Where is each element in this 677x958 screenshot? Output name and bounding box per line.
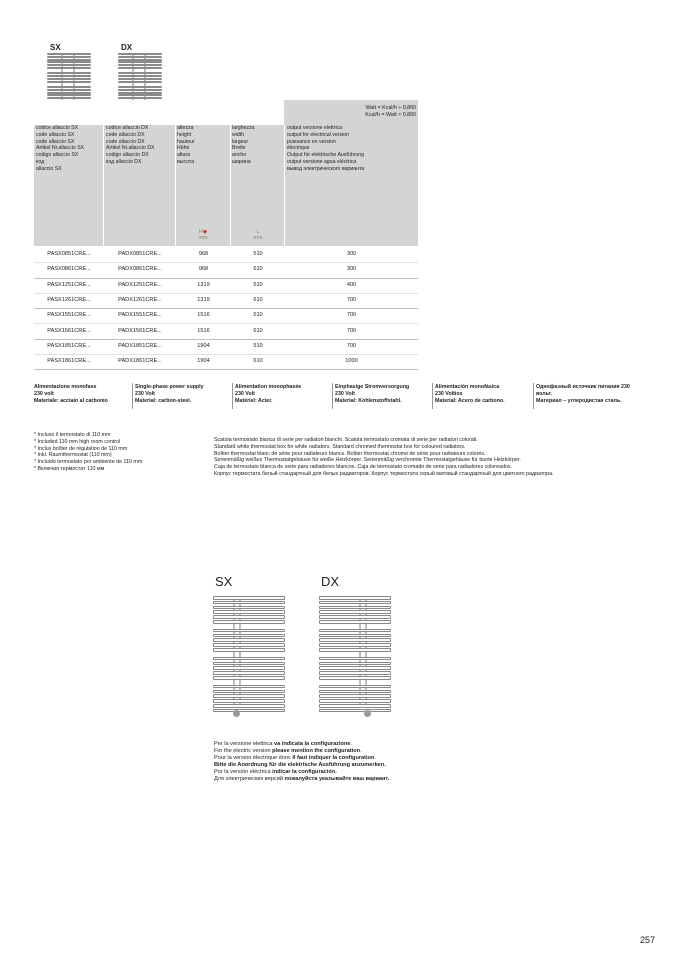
power-info-en: Single-phase power supply 230 Volt Material: carbon-steel.: [135, 384, 204, 404]
radiator-diagram-dx: [319, 596, 391, 708]
cell-width: 510: [253, 312, 263, 319]
cell-output: 1000: [345, 358, 358, 365]
table-row: [34, 278, 418, 294]
cell-sx: PASX1851CRE...: [47, 342, 91, 349]
thermostat-notes: * Incluso il termostato di 110 mm * Included 110 mm high room control * Inclus boîtier de régulation de 110 mm * Inkl. Raumthermostat (110 mm) * Incluido termostato por ambiente de 110 mm * Включая термостат 110 мм: [34, 432, 143, 472]
power-info-it: Alimentazione monofase 230 volt Materiale: acciaio al carbonio: [34, 384, 108, 404]
config-note-line: Por la versión eléctrica indicar la configuración.: [214, 769, 337, 776]
table-row: [34, 247, 418, 263]
cell-height: 1904: [197, 342, 210, 349]
cell-height: 1319: [197, 281, 210, 288]
cell-width: 510: [253, 281, 263, 288]
config-note-line: Для электрических версий пожалуйста указывайте ваш вариант.: [214, 776, 390, 783]
cell-output: 700: [346, 327, 357, 334]
cell-width: 610: [253, 358, 263, 365]
cell-dx: PADX1551CRE...: [118, 312, 162, 319]
table-row: [34, 293, 418, 309]
cell-sx: PASX1861CRE...: [47, 358, 91, 365]
power-info-es: Alimentación monofásica 230 Voltios Material: Acero de carbono.: [435, 384, 505, 404]
diagram-dx-label: DX: [321, 574, 340, 589]
table-header: [34, 100, 418, 246]
table-row: [34, 308, 418, 324]
cell-dx: PADX1861CRE...: [118, 358, 162, 365]
cell-sx: PASX1261CRE...: [47, 296, 91, 303]
cell-width: 610: [253, 327, 263, 334]
thumbnail-sx-label: SX: [50, 43, 61, 52]
heating-element-dx-icon: [364, 710, 371, 717]
height-unit-label: [177, 229, 229, 241]
header-output: output versione elettrica output for electrical version puissance en version électrique Output für elektrische Ausführung output versione agua eléctrica вывод электрического варианта: [287, 125, 365, 172]
header-width: larghezza width largeur Breite ancho ширина: [232, 125, 255, 165]
cell-dx: PADX0851CRE...: [118, 251, 162, 257]
config-note-line: Bitte die Anordnung für die elektrische Ausführung anzumerken.: [214, 762, 386, 769]
cell-sx: PASX0851CRE...: [47, 251, 91, 257]
cell-sx: PASX1251CRE...: [47, 281, 91, 288]
config-note-line: For the electric version please mention the configuration.: [214, 748, 362, 755]
cell-height: 1516: [197, 327, 210, 334]
height-unit: mm: [198, 235, 208, 241]
radiator-diagram-sx: [213, 596, 285, 708]
cell-dx: PADX1851CRE...: [118, 342, 162, 349]
cell-height: 968: [198, 266, 209, 273]
width-unit-label: [232, 229, 284, 241]
cell-output: 700: [346, 296, 357, 303]
table-row: [34, 324, 418, 340]
cell-sx: PASX1561CRE...: [47, 327, 91, 334]
cell-dx: PADX1261CRE...: [118, 296, 162, 303]
header-code-dx: codice allaccio DX code allaccio DX code allaccio DX Artikel Nr.allaccio DX codigo allaccio DX код allaccio DX: [106, 125, 155, 165]
table-row: [34, 354, 418, 370]
width-symbol: L: [256, 229, 260, 235]
cell-height: 1516: [197, 312, 210, 319]
cell-height: 968: [198, 251, 209, 257]
conversion-line-2: Kcal/h = Watt × 0,860: [365, 112, 416, 118]
header-code-sx: codice allaccio SX code allaccio SX code allaccio SX Artikel Nr.allaccio SX codigo allaccio SX код allaccio SX: [36, 125, 85, 172]
cell-output: 700: [346, 342, 357, 349]
cell-width: 510: [253, 342, 263, 349]
cell-dx: PADX0861CRE...: [118, 266, 162, 273]
table-row: [34, 339, 418, 355]
cell-output: 400: [346, 281, 357, 288]
table-row: [34, 262, 418, 278]
header-height: altezza height hauteur Höhe altura высота: [177, 125, 195, 165]
power-info-fr: Alimentation monophasée 230 Volt Matériel: Acier.: [235, 384, 302, 404]
heating-element-sx-icon: [233, 710, 240, 717]
config-note-line: Per la versione elettrica va indicata la configurazione.: [214, 741, 353, 747]
cell-dx: PADX1251CRE...: [118, 281, 162, 288]
power-info-de: Einphasige Stromversorgung 230 Volt Material: Kohlenstoffstahl.: [335, 384, 410, 404]
power-info-ru: Однофазный источник питания 230 вольт. Материал – углеродистая сталь.: [536, 384, 630, 404]
page-number: 257: [640, 935, 656, 945]
cell-output: 700: [346, 312, 357, 319]
cell-sx: PASX1551CRE...: [47, 312, 91, 319]
cell-width: 610: [253, 266, 263, 273]
cell-dx: PADX1561CRE...: [118, 327, 162, 334]
cell-output: 300: [346, 266, 357, 273]
configuration-note: [214, 741, 394, 784]
thermostat-box-notes: Scatola termostato bianca di serie per radiatori bianchi. Scatola termostato cromata di serie per radiatori colorati. Standard white thermostat box for white radiators. Standard chromed thermostat box for coloured radiators. Boîtier thermostat blanc de série pour radiateurs blancs. Boîtier thermostat chromé de série pour radiateurs colorés. Serienmäßig weißes Thermostatgehäuse für weiße Heizkörper. Serienmäßig verchromte Thermostatgehäuse für bunte Heizkörper. Caja de termostato blanca de serie para radiadores blancos. Caja de termostato cromado de serie para radiadores coloreados. Корпус термостата белый стандартный для белых радиаторов. Корпус термостата серый матовый стандартный для цветного радиатора.: [214, 437, 554, 477]
diagram-sx-label: SX: [215, 574, 233, 589]
config-note-line: Pour la version électrique donc il faut indiquer la configuration.: [214, 755, 376, 762]
cell-height: 1319: [197, 296, 210, 303]
height-symbol: H: [198, 229, 203, 235]
cell-width: 510: [253, 251, 263, 257]
cell-sx: PASX0861CRE...: [47, 266, 91, 273]
cell-width: 610: [253, 296, 263, 303]
cell-height: 1904: [197, 358, 210, 365]
thumbnail-dx-label: DX: [121, 43, 133, 52]
height-arrow-icon: ◆: [202, 229, 208, 235]
cell-output: 300: [346, 251, 357, 257]
conversion-note: [288, 105, 416, 119]
conversion-line-1: Watt = Kcal/h ÷ 0,860: [365, 105, 416, 111]
width-unit: mm: [253, 235, 263, 241]
